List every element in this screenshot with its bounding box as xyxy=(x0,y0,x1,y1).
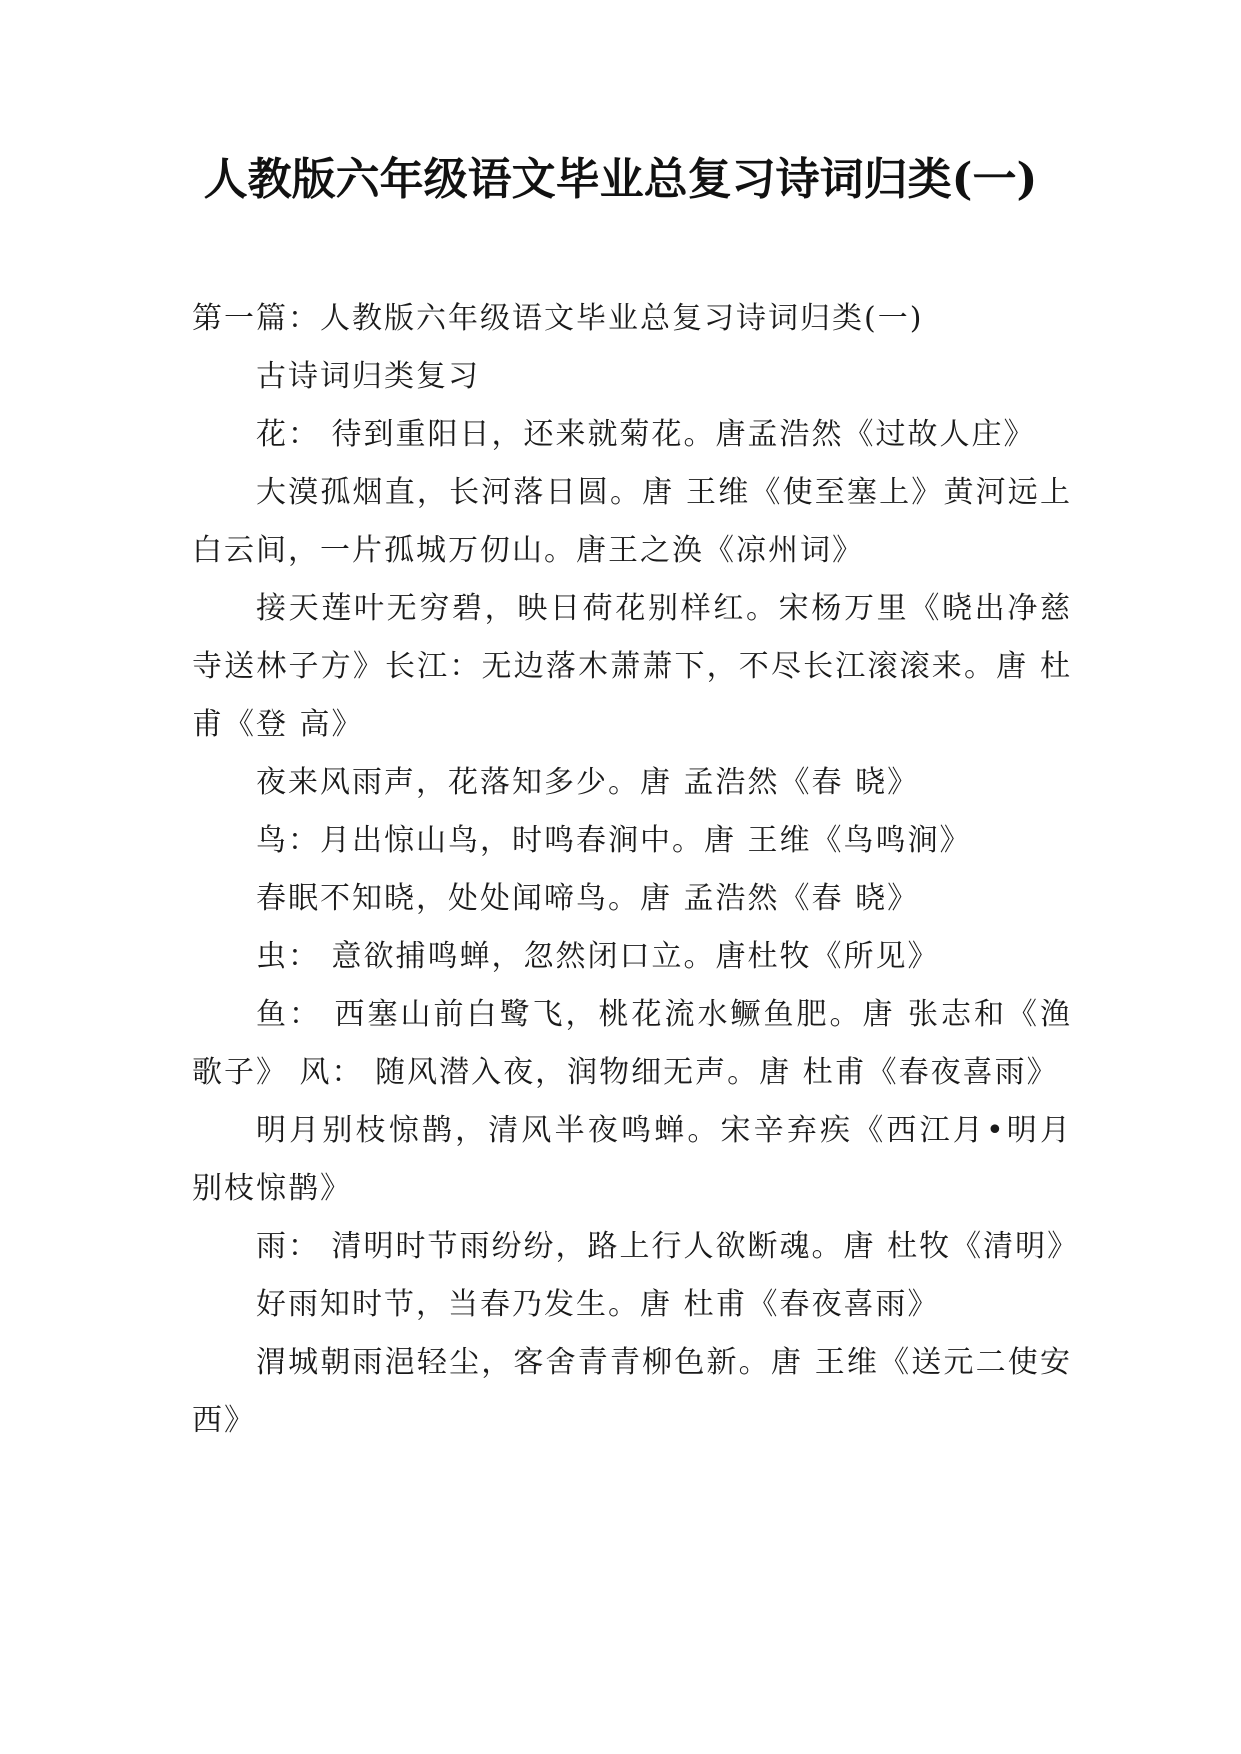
paragraph: 雨： 清明时节雨纷纷，路上行人欲断魂。唐 杜牧《清明》 xyxy=(256,1229,1080,1264)
paragraph: 花： 待到重阳日，还来就菊花。唐孟浩然《过故人庄》 xyxy=(256,417,1036,452)
paragraph: 第一篇：人教版六年级语文毕业总复习诗词归类(一) xyxy=(192,301,924,336)
paragraph: 鱼： 西塞山前白鹭飞，桃花流水鳜鱼肥。唐 张志和《渔歌子》 风： 随风潜入夜，润物细无声。唐 杜甫《春夜喜雨》 xyxy=(192,997,1072,1090)
document-title: 人教版六年级语文毕业总复习诗词归类(一) xyxy=(203,154,1038,205)
paragraph: 明月别枝惊鹊，清风半夜鸣蝉。宋辛弃疾《西江月•明月别枝惊鹊》 xyxy=(192,1113,1072,1206)
paragraph: 渭城朝雨浥轻尘，客舍青青柳色新。唐 王维《送元二使安西》 xyxy=(192,1345,1072,1438)
paragraph: 好雨知时节，当春乃发生。唐 杜甫《春夜喜雨》 xyxy=(256,1287,940,1322)
paragraph: 夜来风雨声，花落知多少。唐 孟浩然《春 晓》 xyxy=(256,765,920,800)
paragraph: 鸟：月出惊山鸟，时鸣春涧中。唐 王维《鸟鸣涧》 xyxy=(256,823,972,858)
paragraph: 大漠孤烟直，长河落日圆。唐 王维《使至塞上》黄河远上白云间，一片孤城万仞山。唐王之涣《凉州词》 xyxy=(192,475,1072,568)
paragraph: 古诗词归类复习 xyxy=(256,359,480,394)
document-body xyxy=(192,290,1080,1450)
paragraph: 春眠不知晓，处处闻啼鸟。唐 孟浩然《春 晓》 xyxy=(256,881,920,916)
paragraph: 接天莲叶无穷碧，映日荷花别样红。宋杨万里《晓出净慈寺送林子方》长江：无边落木萧萧下，不尽长江滚滚来。唐 杜甫《登 高》 xyxy=(192,591,1072,742)
paragraph: 虫： 意欲捕鸣蝉，忽然闭口立。唐杜牧《所见》 xyxy=(256,939,940,974)
